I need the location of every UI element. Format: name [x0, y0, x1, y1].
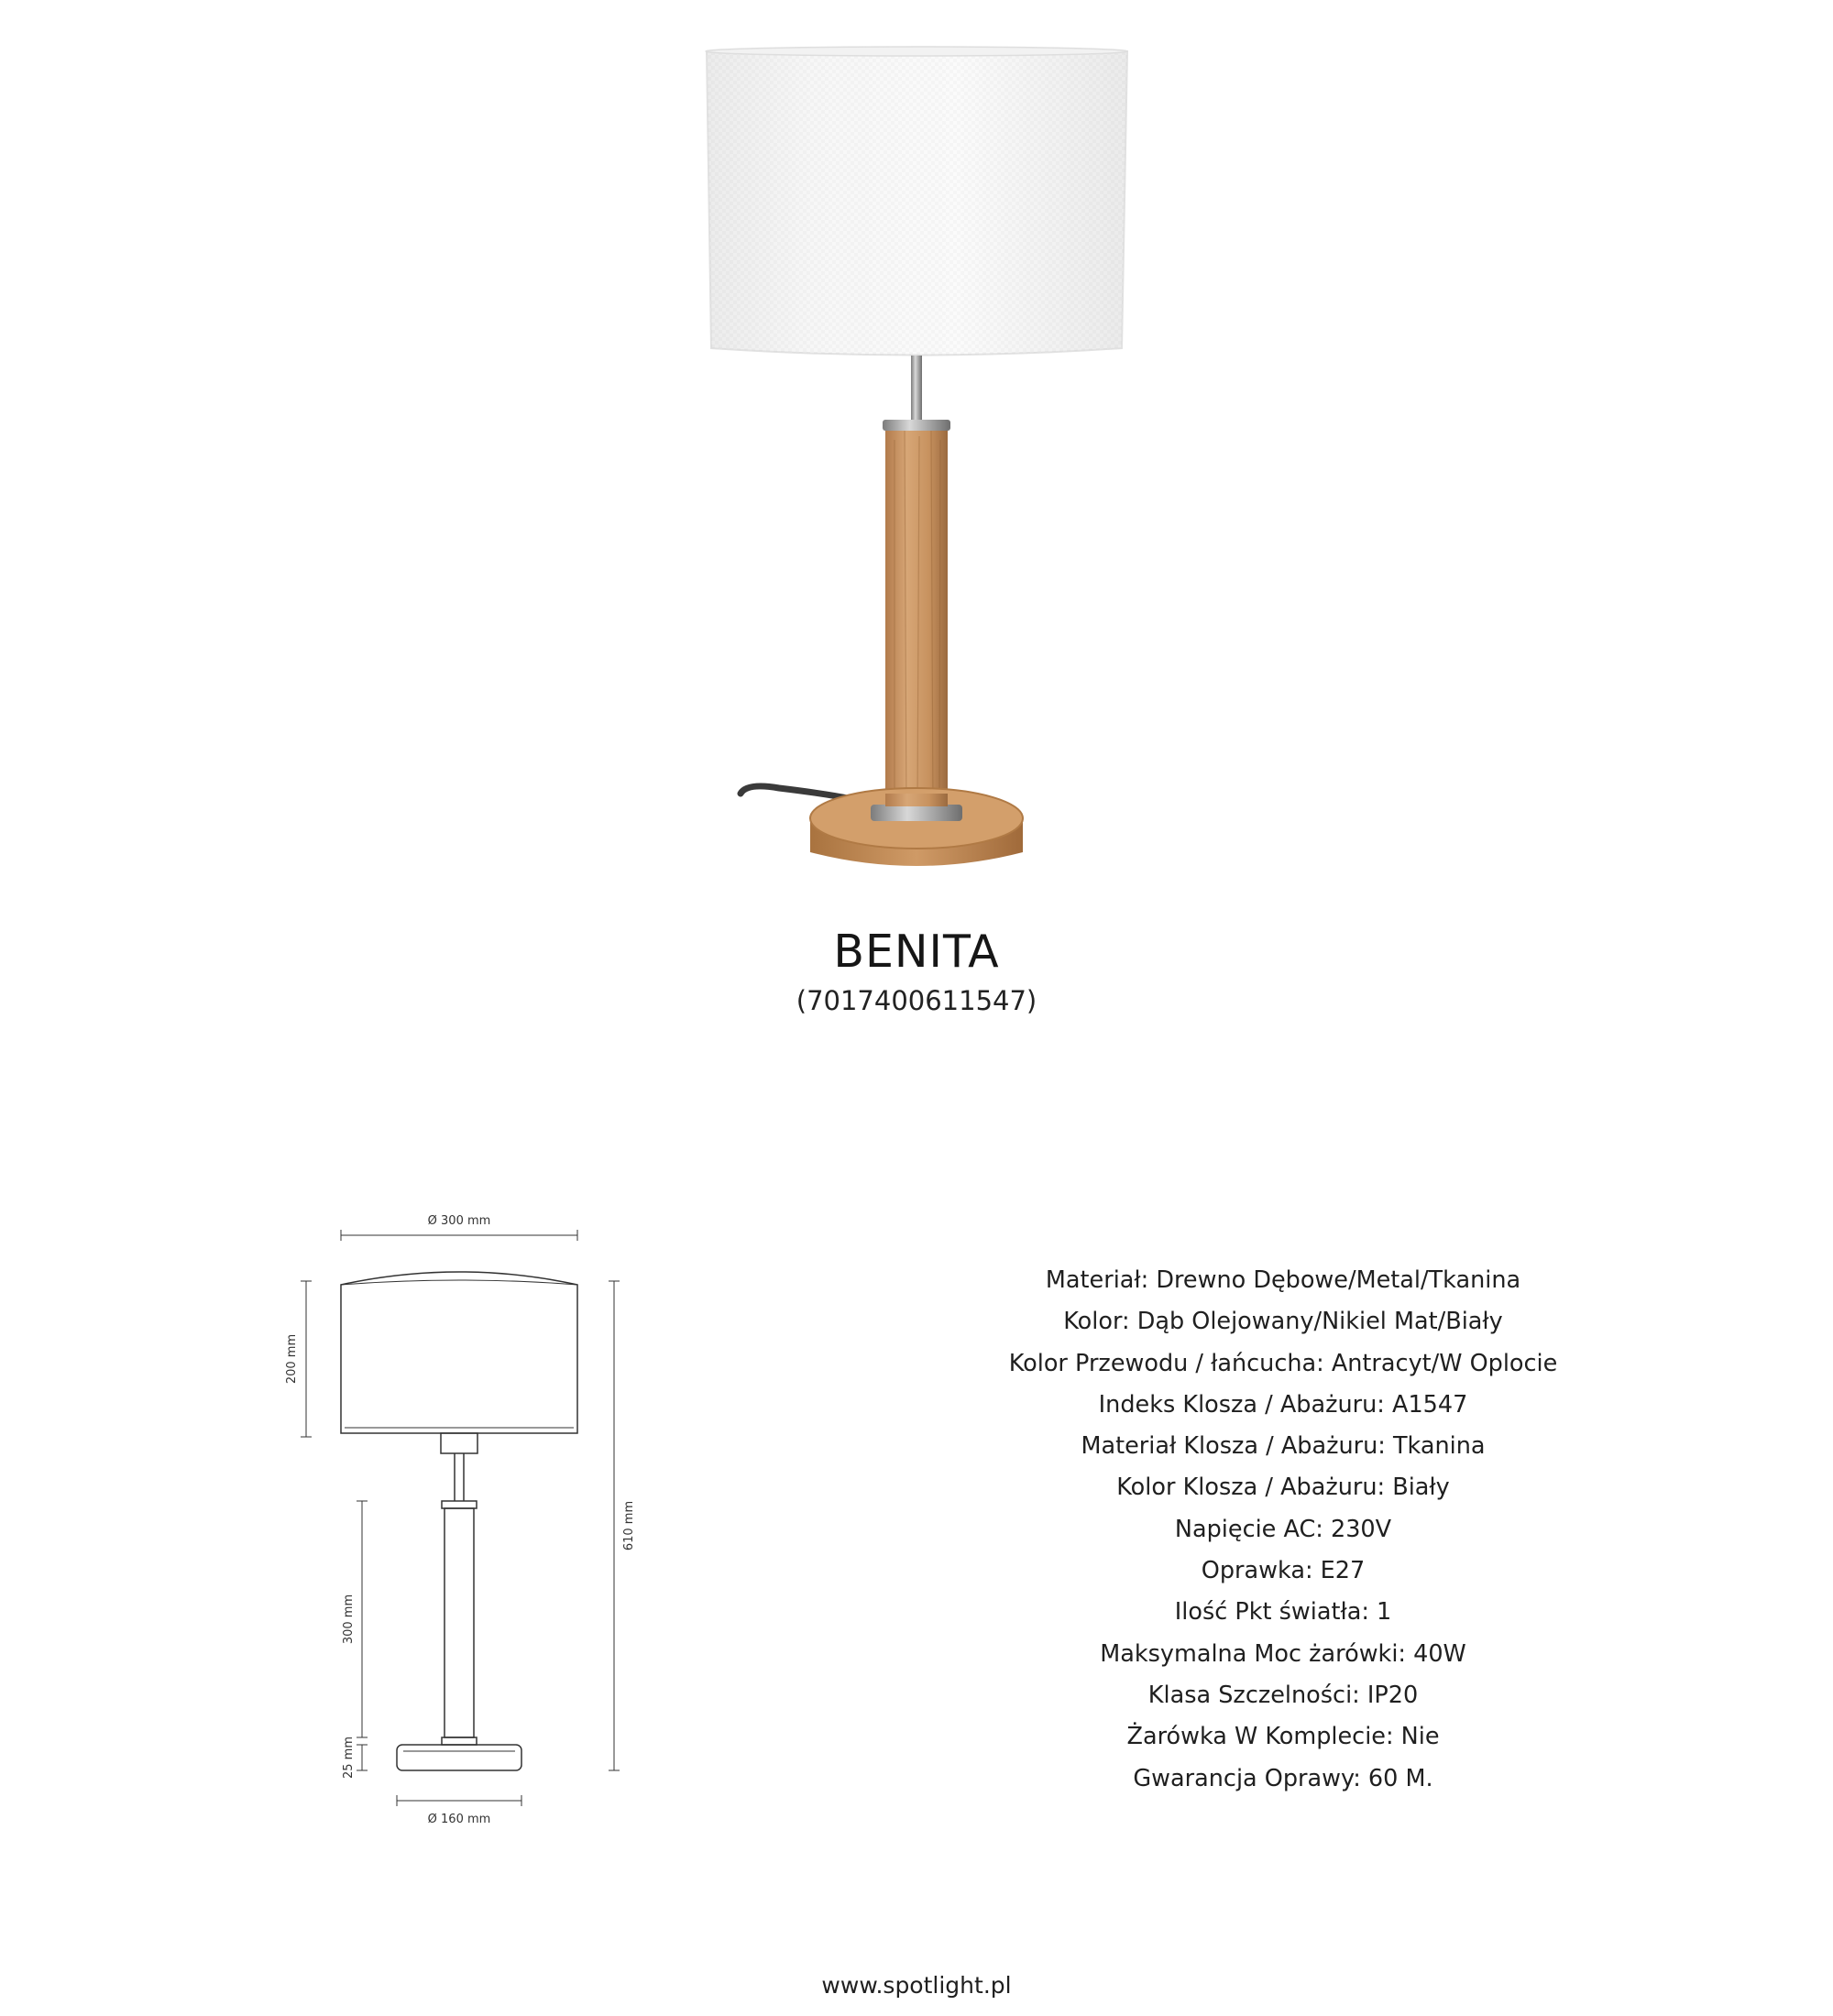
dim-shade-diameter: Ø 300 mm — [427, 1214, 491, 1228]
spec-item: Kolor: Dąb Olejowany/Nikiel Mat/Biały — [1063, 1308, 1503, 1336]
spec-item: Indeks Klosza / Abażuru: A1547 — [1098, 1390, 1468, 1419]
dim-base-height: 25 mm — [342, 1736, 356, 1780]
spec-item: Kolor Przewodu / łańcucha: Antracyt/W Oplocie — [1008, 1349, 1558, 1377]
drawing-base — [397, 1745, 521, 1770]
dim-shade-height: 200 mm — [285, 1333, 299, 1385]
drawing-collar — [442, 1501, 477, 1508]
lamp-rod — [911, 356, 922, 429]
product-code: (7017400611547) — [796, 985, 1037, 1016]
lamp-cable — [741, 786, 852, 799]
technical-drawing — [275, 1191, 660, 1833]
product-name: BENITA — [833, 926, 1000, 978]
spec-item: Klasa Szczelności: IP20 — [1147, 1681, 1419, 1709]
spec-item: Napięcie AC: 230V — [1174, 1515, 1392, 1543]
dim-column-height: 300 mm — [342, 1594, 356, 1645]
lamp-shade — [706, 47, 1127, 356]
spec-item: Maksymalna Moc żarówki: 40W — [1100, 1639, 1466, 1668]
product-photo — [0, 0, 1833, 916]
specifications-list — [916, 1260, 1650, 1800]
drawing-column — [445, 1508, 474, 1737]
lamp-column — [871, 420, 962, 823]
lamp-base — [810, 788, 1023, 866]
spec-item: Żarówka W Komplecie: Nie — [1126, 1723, 1440, 1751]
spec-item: Materiał: Drewno Dębowe/Metal/Tkanina — [1045, 1266, 1521, 1294]
spec-item: Oprawka: E27 — [1201, 1557, 1366, 1585]
spec-item: Gwarancja Oprawy: 60 M. — [1133, 1764, 1433, 1792]
dim-total-height: 610 mm — [622, 1500, 636, 1551]
spec-item: Kolor Klosza / Abażuru: Biały — [1116, 1474, 1450, 1502]
footer-website-link[interactable]: www.spotlight.pl — [821, 1972, 1012, 1999]
drawing-socket — [441, 1433, 477, 1453]
drawing-shade — [341, 1272, 577, 1433]
dim-base-diameter: Ø 160 mm — [427, 1813, 491, 1826]
spec-item: Ilość Pkt światła: 1 — [1174, 1598, 1392, 1627]
spec-item: Materiał Klosza / Abażuru: Tkanina — [1081, 1432, 1486, 1461]
